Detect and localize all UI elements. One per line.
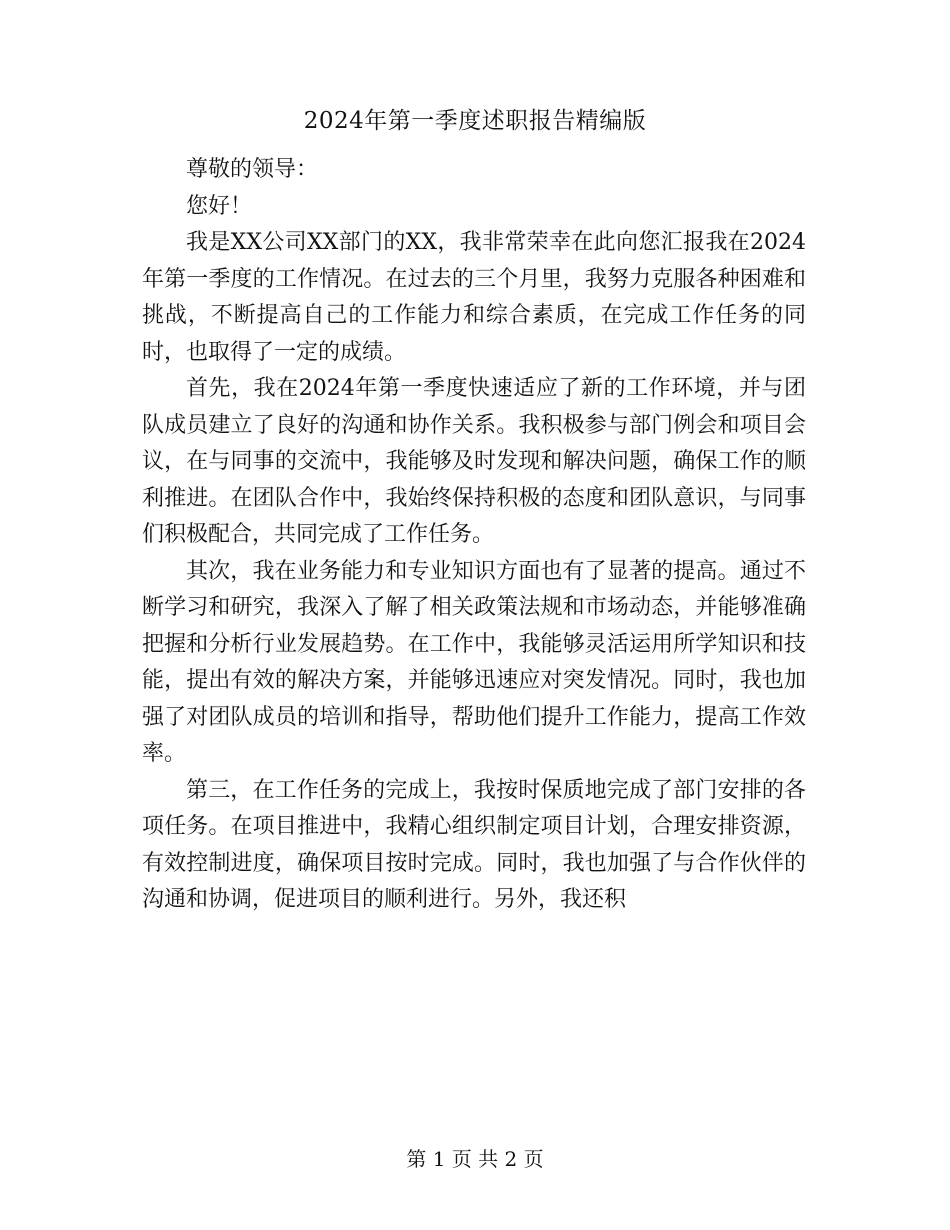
salutation: 尊敬的领导：	[186, 157, 319, 182]
greeting: 您好！	[186, 193, 253, 219]
document-body	[142, 152, 806, 919]
paragraph-second: 其次，我在业务能力和专业知识方面也有了显著的提高。通过不断学习和研究，我深入了解了相关政策法规和市场动态，并能够准确把握和分析行业发展趋势。在工作中，我能够灵活运用所学知识和技能，提出有效的解决方案，并能够迅速应对突发情况。同时，我也加强了对团队成员的培训和指导，帮助他们提升工作能力，提高工作效率。	[142, 558, 806, 766]
paragraph-third: 第三，在工作任务的完成上，我按时保质地完成了部门安排的各项任务。在项目推进中，我精心组织制定项目计划，合理安排资源，有效控制进度，确保项目按时完成。同时，我也加强了与合作伙伴的沟通和协调，促进项目的顺利进行。另外，我还积	[142, 777, 806, 912]
paragraph-intro: 我是XX公司XX部门的XX，我非常荣幸在此向您汇报我在2024年第一季度的工作情况。在过去的三个月里，我努力克服各种困难和挑战，不断提高自己的工作能力和综合素质，在完成工作任务的同时，也取得了一定的成绩。	[142, 230, 806, 365]
page-footer: 第 1 页 共 2 页	[406, 1147, 544, 1171]
paragraph-first: 首先，我在2024年第一季度快速适应了新的工作环境，并与团队成员建立了良好的沟通和协作关系。我积极参与部门例会和项目会议，在与同事的交流中，我能够及时发现和解决问题，确保工作的顺利推进。在团队合作中，我始终保持积极的态度和团队意识，与同事们积极配合，共同完成了工作任务。	[142, 376, 806, 547]
document-title: 2024年第一季度述职报告精编版	[303, 108, 647, 134]
